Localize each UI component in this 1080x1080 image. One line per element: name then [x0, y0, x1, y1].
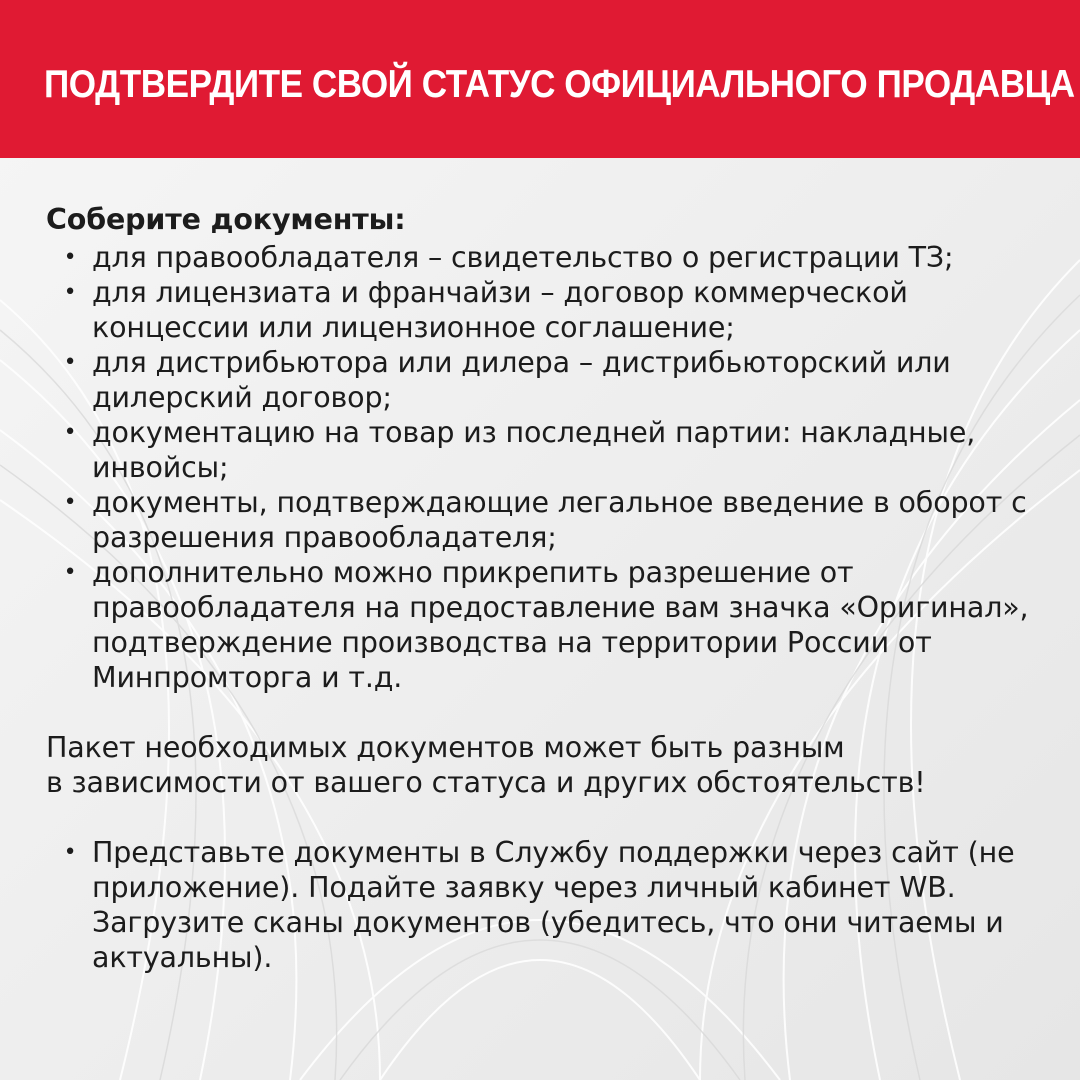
list-item-text: для лицензиата и франчайзи – договор коммерческой концессии или лицензионное соглашение; — [92, 276, 908, 344]
bullet-icon: • — [63, 840, 77, 865]
list-item — [46, 275, 1066, 345]
list-item — [46, 485, 1066, 555]
list-item — [46, 835, 1066, 975]
bullet-icon: • — [63, 280, 77, 305]
bullet-icon: • — [63, 350, 77, 375]
documents-heading: Соберите документы: — [46, 203, 406, 236]
list-item-text: документы, подтверждающие легальное введение в оборот с разрешения правообладателя; — [92, 486, 1027, 554]
bullet-icon: • — [63, 420, 77, 445]
documents-list — [46, 240, 1066, 695]
list-item-text: для дистрибьютора или дилера – дистрибьюторский или дилерский договор; — [92, 346, 951, 414]
note-line-2: в зависимости от вашего статуса и других обстоятельств! — [46, 766, 926, 799]
list-item — [46, 555, 1066, 695]
list-item — [46, 240, 1066, 275]
action-list — [46, 835, 1066, 975]
list-item-text: документацию на товар из последней партии: накладные, инвойсы; — [92, 416, 976, 484]
documents-note — [46, 730, 1066, 800]
header-banner — [0, 0, 1080, 158]
main-content — [46, 200, 1066, 975]
list-item-text: для правообладателя – свидетельство о регистрации ТЗ; — [92, 241, 954, 274]
bullet-icon: • — [63, 560, 77, 585]
bullet-icon: • — [63, 490, 77, 515]
bullet-icon: • — [63, 245, 77, 270]
list-item — [46, 415, 1066, 485]
note-line-1: Пакет необходимых документов может быть разным — [46, 731, 845, 764]
action-text: Представьте документы в Службу поддержки через сайт (не приложение). Подайте заявку через личный кабинет WB. Загрузите сканы документов (убедитесь, что они читаемы и актуальны). — [92, 836, 1015, 974]
list-item — [46, 345, 1066, 415]
list-item-text: дополнительно можно прикрепить разрешение от правообладателя на предоставление вам значка «Оригинал», подтверждение производства на территории России от Минпромторга и т.д. — [92, 556, 1029, 694]
page-title: ПОДТВЕРДИТЕ СВОЙ СТАТУС ОФИЦИАЛЬНОГО ПРОДАВЦА — [44, 63, 1075, 106]
